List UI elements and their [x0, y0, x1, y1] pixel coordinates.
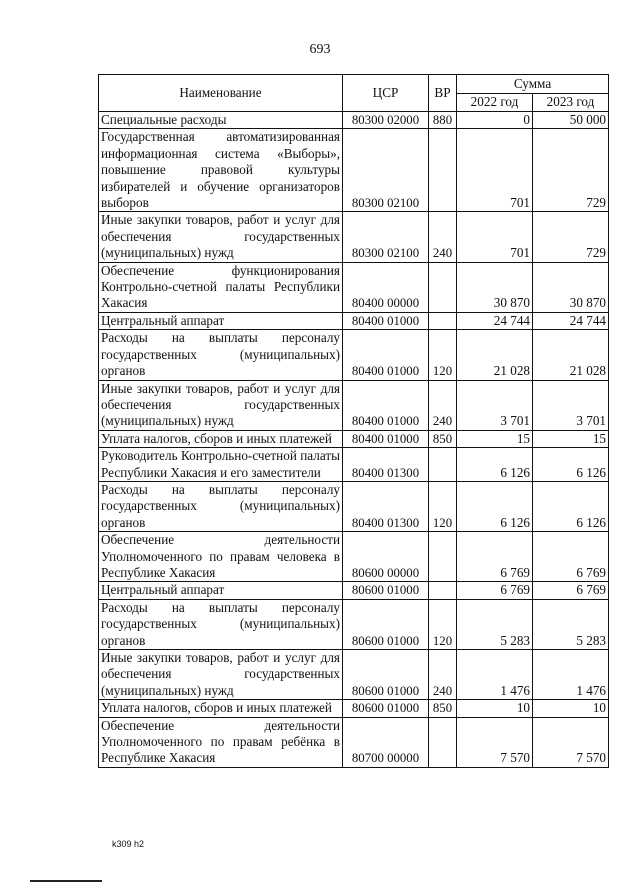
row-value-2023: 5 283	[533, 599, 609, 649]
table-row	[99, 717, 609, 767]
row-csr: 80400 01300	[343, 481, 429, 531]
table-row	[99, 448, 609, 482]
row-csr: 80600 01000	[343, 599, 429, 649]
row-vr	[429, 129, 457, 212]
row-csr: 80700 00000	[343, 717, 429, 767]
row-value-2023: 21 028	[533, 330, 609, 380]
row-value-2022: 24 744	[457, 312, 533, 329]
table-row	[99, 599, 609, 649]
row-csr: 80400 01000	[343, 380, 429, 430]
row-value-2022: 1 476	[457, 650, 533, 700]
row-csr: 80600 01000	[343, 650, 429, 700]
row-vr	[429, 262, 457, 312]
row-value-2023: 3 701	[533, 380, 609, 430]
row-value-2022: 0	[457, 112, 533, 129]
row-value-2023: 10	[533, 700, 609, 717]
row-value-2022: 6 126	[457, 448, 533, 482]
row-value-2023: 6 126	[533, 481, 609, 531]
row-name: Уплата налогов, сборов и иных платежей	[99, 430, 343, 447]
row-csr: 80600 01000	[343, 582, 429, 599]
row-value-2022: 10	[457, 700, 533, 717]
row-value-2023: 6 769	[533, 532, 609, 582]
row-name: Расходы на выплаты персоналу государственных (муниципальных) органов	[99, 481, 343, 531]
row-name: Обеспечение деятельности Уполномоченного по правам ребёнка в Республике Хакасия	[99, 717, 343, 767]
row-vr	[429, 582, 457, 599]
row-value-2023: 7 570	[533, 717, 609, 767]
row-vr	[429, 448, 457, 482]
row-vr: 120	[429, 330, 457, 380]
row-value-2022: 6 126	[457, 481, 533, 531]
table-row	[99, 481, 609, 531]
row-vr: 850	[429, 430, 457, 447]
row-name: Обеспечение функционирования Контрольно-счетной палаты Республики Хакасия	[99, 262, 343, 312]
table-row	[99, 532, 609, 582]
row-name: Иные закупки товаров, работ и услуг для обеспечения государственных (муниципальных) нужд	[99, 650, 343, 700]
table-row	[99, 650, 609, 700]
row-csr: 80400 01300	[343, 448, 429, 482]
header-name: Наименование	[99, 75, 343, 112]
row-value-2022: 7 570	[457, 717, 533, 767]
row-value-2023: 1 476	[533, 650, 609, 700]
row-value-2022: 5 283	[457, 599, 533, 649]
table-row	[99, 112, 609, 129]
table-row	[99, 380, 609, 430]
row-value-2023: 24 744	[533, 312, 609, 329]
header-year-2022: 2022 год	[457, 93, 533, 112]
row-name: Расходы на выплаты персоналу государственных (муниципальных) органов	[99, 599, 343, 649]
table-row	[99, 700, 609, 717]
row-name: Центральный аппарат	[99, 582, 343, 599]
header-year-2023: 2023 год	[533, 93, 609, 112]
table-row	[99, 212, 609, 262]
row-name: Центральный аппарат	[99, 312, 343, 329]
row-vr: 880	[429, 112, 457, 129]
row-name: Обеспечение деятельности Уполномоченного по правам человека в Республике Хакасия	[99, 532, 343, 582]
row-vr: 120	[429, 481, 457, 531]
row-csr: 80600 01000	[343, 700, 429, 717]
row-vr: 240	[429, 212, 457, 262]
row-value-2022: 701	[457, 212, 533, 262]
row-csr: 80300 02100	[343, 212, 429, 262]
row-value-2022: 3 701	[457, 380, 533, 430]
row-value-2023: 729	[533, 212, 609, 262]
row-name: Иные закупки товаров, работ и услуг для обеспечения государственных (муниципальных) нужд	[99, 380, 343, 430]
row-vr	[429, 312, 457, 329]
row-value-2023: 50 000	[533, 112, 609, 129]
row-vr: 850	[429, 700, 457, 717]
row-csr: 80400 00000	[343, 262, 429, 312]
header-vr: ВР	[429, 75, 457, 112]
row-name: Расходы на выплаты персоналу государственных (муниципальных) органов	[99, 330, 343, 380]
row-csr: 80400 01000	[343, 312, 429, 329]
row-value-2022: 21 028	[457, 330, 533, 380]
row-csr: 80300 02000	[343, 112, 429, 129]
row-value-2023: 15	[533, 430, 609, 447]
table-row	[99, 262, 609, 312]
row-csr: 80400 01000	[343, 330, 429, 380]
footer-rule	[30, 880, 102, 882]
footer-code: k309 h2	[112, 839, 145, 849]
row-value-2023: 6 769	[533, 582, 609, 599]
row-vr: 240	[429, 650, 457, 700]
row-vr: 240	[429, 380, 457, 430]
row-value-2023: 30 870	[533, 262, 609, 312]
table-row	[99, 312, 609, 329]
header-csr: ЦСР	[343, 75, 429, 112]
row-value-2022: 15	[457, 430, 533, 447]
row-name: Специальные расходы	[99, 112, 343, 129]
row-csr: 80300 02100	[343, 129, 429, 212]
row-name: Иные закупки товаров, работ и услуг для обеспечения государственных (муниципальных) нужд	[99, 212, 343, 262]
row-csr: 80400 01000	[343, 430, 429, 447]
row-name: Государственная автоматизированная информационная система «Выборы», повышение правовой культуры избирателей и обучение организаторов выборов	[99, 129, 343, 212]
budget-table	[98, 74, 609, 768]
row-value-2022: 6 769	[457, 582, 533, 599]
table-body	[99, 112, 609, 768]
table-row	[99, 430, 609, 447]
table-row	[99, 330, 609, 380]
row-value-2022: 701	[457, 129, 533, 212]
row-name: Руководитель Контрольно-счетной палаты Республики Хакасия и его заместители	[99, 448, 343, 482]
table-header-row	[99, 75, 609, 94]
header-sum: Сумма	[457, 75, 609, 94]
row-vr	[429, 717, 457, 767]
row-value-2023: 6 126	[533, 448, 609, 482]
row-value-2022: 30 870	[457, 262, 533, 312]
row-csr: 80600 00000	[343, 532, 429, 582]
page-number: 693	[309, 42, 331, 57]
row-value-2023: 729	[533, 129, 609, 212]
row-name: Уплата налогов, сборов и иных платежей	[99, 700, 343, 717]
table-row	[99, 129, 609, 212]
row-vr: 120	[429, 599, 457, 649]
row-value-2022: 6 769	[457, 532, 533, 582]
row-vr	[429, 532, 457, 582]
table-row	[99, 582, 609, 599]
